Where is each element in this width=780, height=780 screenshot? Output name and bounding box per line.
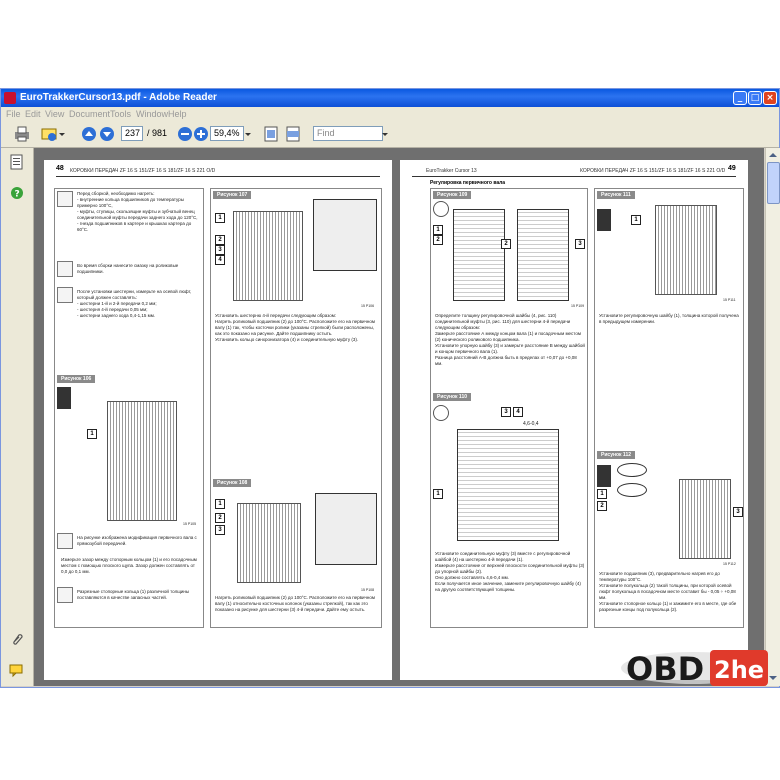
figure-109-shaft-b <box>517 209 569 301</box>
instruction-axial-play: После установки шестерни, измерьте на осевой люфт, который должен составлять: - шестерни 1-й и 2-й передачи 0,2 мм; - шестерня 4-й передачи 0,05 мм; - шестерни заднего хода 0,4-1,15 мм. <box>77 289 192 318</box>
figure-112-ring <box>617 463 647 477</box>
header-rule <box>56 176 380 177</box>
document-view[interactable] <box>34 148 764 686</box>
watermark-logo <box>618 648 768 688</box>
figure-109-code: 15 P109 <box>571 304 585 308</box>
zoom-in-button[interactable] <box>193 125 209 143</box>
callout-2: 2 <box>501 239 511 249</box>
text-110: Установите соединительную муфту (3) вместе с регулировочной шайбой (4) на шестерню 4-й передачи (1). Измерьте расстояние от верхней плоскости соединительной муфты (3) до упорной шайбы (2). Оно должно составлять 4,6-0,4 мм. Если получается иное значение, замените регулировочную шайбу (4) на другую соответствующей толщины. <box>435 551 585 592</box>
left-column <box>430 188 588 628</box>
callout-1: 1 <box>433 225 443 235</box>
figure-112-gear <box>679 479 731 559</box>
pages-panel-icon[interactable] <box>10 154 24 170</box>
previous-page-button[interactable] <box>81 125 97 143</box>
print-icon <box>13 125 31 143</box>
tool-icon <box>597 465 611 487</box>
menu-help[interactable]: Help <box>168 109 187 119</box>
figure-106-code: 15 P105 <box>183 522 197 526</box>
zoom-out-button[interactable] <box>177 125 193 143</box>
text-112: Установите подшипник (3), предварительно нагрев его до температуры 100°C. Установите полукольца (2) такой толщины, при которой осевой люфт полукольца в посадочном месте составит бы - 0,05 ÷ +0,08 мм. Установите стопорное кольцо (1) и зажимите его в месте, где обе разрезные концы под полукольца (2). <box>599 571 737 612</box>
grease-icon <box>57 261 73 277</box>
text-106-clearance: Измерьте зазор между стопорным кольцом (1) и его посадочным местом с помощью плоского щупа. Зазор должен составлять от 0,0 до 0,1 мм. <box>61 557 197 574</box>
toolbar <box>1 121 779 148</box>
callout-1: 1 <box>597 489 607 499</box>
right-column <box>210 188 382 628</box>
vertical-scrollbar[interactable] <box>765 148 780 686</box>
fit-width-button[interactable] <box>285 125 301 143</box>
figure-107-detail <box>313 199 377 271</box>
callout-1: 1 <box>433 489 443 499</box>
pdf-page-left <box>44 160 392 680</box>
callout-4: 4 <box>215 255 225 265</box>
text-107: Установить шестерню 4-й передачи следующим образом: Нагреть роликовый подшипник (2) до 100°C. Расположите его на первичном валу (1) так, чтобы косточки ролики (указаны стрелкой) были расположены, как это показано на рисунке. Дайте подшипнику остыть. Установить кольцо синхронизатора (4) и соединительную муфту (3). <box>215 313 375 342</box>
figure-112-code: 15 P112 <box>723 562 736 566</box>
figure-107-gear <box>233 211 303 301</box>
figure-108-detail <box>315 493 377 565</box>
figure-112-label: Рисунок 112 <box>597 451 635 459</box>
figure-109-shaft-a <box>453 209 505 301</box>
page-number: 48 <box>56 165 64 172</box>
caliper-icon <box>433 201 449 217</box>
scrollbar-thumb[interactable] <box>767 162 780 204</box>
caliper-icon <box>433 405 449 421</box>
figure-110-label: Рисунок 110 <box>433 393 471 401</box>
page-header-right: КОРОБКИ ПЕРЕДАЧ ZF 16 S 151/ZF 16 S 181/ZF 16 S 221 O/D <box>580 168 726 174</box>
svg-text:?: ? <box>14 189 20 200</box>
arrow-down-icon <box>99 125 115 143</box>
figure-106-shaft <box>107 401 177 521</box>
comments-icon[interactable] <box>9 664 25 678</box>
instruction-grease: Во время сборки нанесите смазку на роликовые подшипники. <box>77 263 179 274</box>
tool-icon <box>597 209 611 231</box>
figure-111-code: 15 P111 <box>723 298 736 302</box>
email-button[interactable] <box>41 125 65 143</box>
instruction-heat: Перед сборкой, необходимо нагреть: - внутренние кольца подшипников до температуры примерно 100°C, - муфты, ступицы, скользящие муфты и зубчатый венец соединительной муфты передачи заднего хода до 120°C, - гнезда подшипников в картере и крышках картера до 60°C. <box>77 191 198 232</box>
pdf-page-right <box>400 160 748 680</box>
zoom-dropdown[interactable] <box>244 125 252 143</box>
menu-file[interactable]: File <box>6 109 21 119</box>
email-icon <box>41 125 65 143</box>
adobe-reader-window <box>0 88 780 688</box>
callout-2: 2 <box>215 235 225 245</box>
navigation-sidebar <box>1 148 34 686</box>
figure-111-gear <box>655 205 717 295</box>
menu-bar <box>1 107 779 121</box>
text-109: Определите толщину регулировочной шайбы (4, рис. 110) соединительной муфты (3, рис. 110) для шестерни 4-й передачи следующим образом: Замерьте расстояние А между концом вала (1) и посадочным местом (2) конического роликового подшипника. Установите упорную шайбу (3) и замерьте расстояние B между шайбой и концом первичного вала (1). Разница расстояний А-B должна быть в пределах от +0,07 до +0,08 мм. <box>435 313 585 366</box>
measure-icon <box>57 287 73 303</box>
minimize-button[interactable]: _ <box>733 91 747 105</box>
info-icon <box>57 533 73 549</box>
zoom-in-icon <box>193 125 209 143</box>
next-page-button[interactable] <box>99 125 115 143</box>
fit-width-icon <box>285 125 301 143</box>
figure-110-assembly <box>457 429 559 541</box>
left-column <box>54 188 204 628</box>
callout-3: 3 <box>215 245 225 255</box>
menu-edit[interactable]: Edit <box>25 109 41 119</box>
menu-document[interactable]: Document <box>69 109 111 119</box>
text-106-rings: Разрезные стопорные кольца (1) различной толщины поставляются в качестве запасных частей. <box>77 589 190 600</box>
fit-page-icon <box>263 125 279 143</box>
page-header-left: EuroTrakker Cursor 13 <box>426 168 477 174</box>
callout-3: 3 <box>733 507 743 517</box>
window-title: EuroTrakkerCursor13.pdf - Adobe Reader <box>20 92 217 103</box>
text-108: Нагреть роликовый подшипник (2) до 100°C. Расположите его на первичном валу (1) относительно косточных колонок (указаны стрелкой), так как это показано на рисунке для шестерни (3) 4-й передачи. Дайте ему остыть. <box>215 595 375 612</box>
callout-2: 2 <box>597 501 607 511</box>
callout-1: 1 <box>87 429 97 439</box>
header-rule <box>412 176 736 177</box>
parts-icon <box>57 587 73 603</box>
zoom-input[interactable]: 59,4% <box>210 126 244 141</box>
thermometer-icon <box>57 191 73 207</box>
figure-107-label: Рисунок 107 <box>213 191 251 199</box>
close-button[interactable]: × <box>763 91 777 105</box>
zoom-out-icon <box>177 125 193 143</box>
callout-1: 1 <box>215 499 225 509</box>
figure-106-label: Рисунок 106 <box>57 375 95 383</box>
callout-1: 1 <box>631 215 641 225</box>
attachment-icon[interactable] <box>10 632 24 646</box>
figure-109-label: Рисунок 109 <box>433 191 471 199</box>
callout-3: 3 <box>215 525 225 535</box>
scroll-down-icon[interactable] <box>767 672 779 684</box>
callout-3: 3 <box>575 239 585 249</box>
figure-108-code: 15 P108 <box>361 588 375 592</box>
callout-2: 2 <box>215 513 225 523</box>
chevron-down-icon <box>381 125 389 143</box>
menu-window[interactable]: Window <box>136 109 169 119</box>
figure-111-label: Рисунок 111 <box>597 191 635 199</box>
text-111: Установите регулировочную шайбу (1), толщина которой получена в предыдущем измерении. <box>599 313 739 324</box>
obd2he-logo <box>618 648 768 688</box>
tool-icon <box>57 387 71 409</box>
callout-4: 4 <box>513 407 523 417</box>
svg-text:2he: 2he <box>714 656 765 684</box>
menu-tools[interactable]: Tools <box>110 109 132 119</box>
figure-108-label: Рисунок 108 <box>213 479 251 487</box>
figure-107-code: 15 P106 <box>361 304 375 308</box>
page-total: / 981 <box>147 128 168 138</box>
figure-112-halfring <box>617 483 647 497</box>
fit-page-button[interactable] <box>263 125 279 143</box>
find-input[interactable]: Find <box>313 126 383 141</box>
scroll-up-icon[interactable] <box>767 149 779 161</box>
arrow-up-icon <box>81 125 97 143</box>
svg-text:OBD: OBD <box>626 650 705 688</box>
title-bar[interactable] <box>1 89 779 107</box>
maximize-button[interactable]: □ <box>748 91 762 105</box>
find-dropdown[interactable] <box>381 125 389 143</box>
dimension-label: 4,6-0,4 <box>523 421 539 427</box>
print-button[interactable] <box>13 125 31 143</box>
chevron-down-icon <box>244 125 252 143</box>
page-number: 49 <box>728 165 736 172</box>
menu-view[interactable]: View <box>45 109 65 119</box>
adobe-reader-icon <box>4 92 16 104</box>
text-106-modification: На рисунке изображена модификация первичного вала с прямозубой передачей. <box>77 535 197 546</box>
help-icon[interactable] <box>10 186 24 200</box>
page-number-input[interactable]: 237 <box>121 126 143 141</box>
right-column <box>594 188 744 628</box>
figure-108-gear <box>237 503 301 583</box>
callout-2: 2 <box>433 235 443 245</box>
callout-3: 3 <box>501 407 511 417</box>
section-title: Регулировка первичного вала <box>430 180 506 186</box>
page-header: КОРОБКИ ПЕРЕДАЧ ZF 16 S 151/ZF 16 S 181/ZF 16 S 221 O/D <box>70 168 216 174</box>
callout-1: 1 <box>215 213 225 223</box>
